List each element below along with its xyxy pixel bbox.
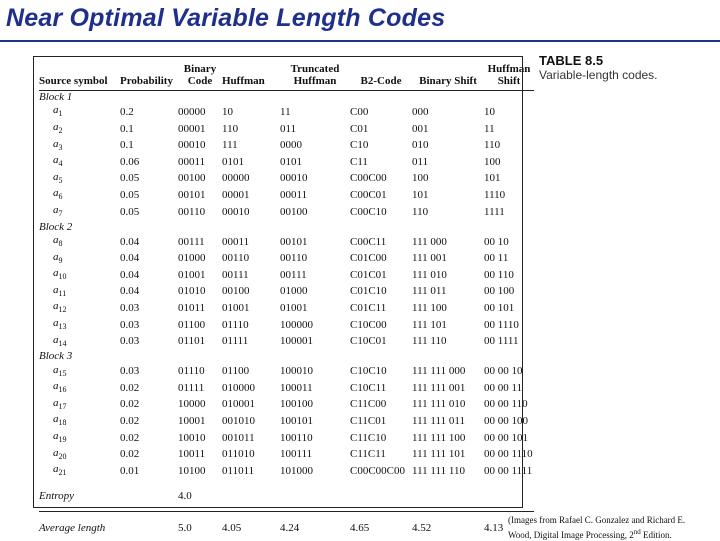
cell-huffman-shift: 00 00 11 <box>484 381 523 394</box>
cell-b2-code: C01 <box>350 122 369 135</box>
cell-truncated-huffman: 00011 <box>280 188 308 201</box>
cell-binary-shift: 111 111 001 <box>412 381 466 394</box>
average-length-value: 5.0 <box>178 522 192 535</box>
col-huffman-shift: Huffman Shift <box>484 62 534 91</box>
symbol-letter: a <box>53 316 59 329</box>
cell-truncated-huffman: 011 <box>280 122 297 135</box>
table-row <box>39 138 534 155</box>
cell-huffman-shift: 00 110 <box>484 268 514 281</box>
symbol-letter: a <box>53 363 59 376</box>
cell-huffman: 010001 <box>222 398 255 411</box>
cell-b2-code: C11C11 <box>350 448 386 461</box>
cell-binary-shift: 111 000 <box>412 235 447 248</box>
symbol-index: 14 <box>58 338 67 348</box>
cell-probability: 0.1 <box>120 139 134 152</box>
credit-line-2-suffix: Edition. <box>640 530 672 540</box>
cell-huffman-shift: 00 00 110 <box>484 398 528 411</box>
cell-binary-code: 10011 <box>178 448 206 461</box>
cell-symbol <box>39 251 108 268</box>
cell-probability: 0.03 <box>120 301 140 314</box>
cell-binary-shift: 001 <box>412 122 429 135</box>
cell-binary-shift: 111 111 010 <box>412 398 466 411</box>
table-caption-text: Variable-length codes. <box>539 68 658 82</box>
symbol-letter: a <box>53 137 59 150</box>
cell-probability: 0.02 <box>120 381 140 394</box>
cell-huffman: 01001 <box>222 301 250 314</box>
cell-truncated-huffman: 00111 <box>280 268 307 281</box>
cell-truncated-huffman: 100111 <box>280 448 313 461</box>
cell-binary-code: 01110 <box>178 365 205 378</box>
cell-probability: 0.04 <box>120 235 140 248</box>
cell-binary-code: 01011 <box>178 301 206 314</box>
cell-b2-code: C00C00C00 <box>350 464 406 477</box>
col-binary-code: Binary Code <box>178 62 222 91</box>
symbol-index: 7 <box>58 209 63 219</box>
cell-huffman: 00100 <box>222 285 250 298</box>
cell-symbol <box>39 430 108 447</box>
cell-symbol <box>39 138 108 155</box>
col-b2-code: B2-Code <box>350 62 412 91</box>
cell-symbol <box>39 204 108 221</box>
symbol-letter: a <box>53 446 59 459</box>
cell-truncated-huffman: 100010 <box>280 365 313 378</box>
entropy-value: 4.0 <box>178 480 222 512</box>
cell-truncated-huffman: 01000 <box>280 285 308 298</box>
cell-binary-shift: 111 111 011 <box>412 414 465 427</box>
cell-truncated-huffman: 100110 <box>280 431 313 444</box>
symbol-letter: a <box>53 429 59 442</box>
table-row <box>39 413 534 430</box>
cell-b2-code: C10 <box>350 139 369 152</box>
symbol-letter: a <box>53 333 59 346</box>
cell-binary-code: 10001 <box>178 414 206 427</box>
cell-huffman: 01100 <box>222 365 250 378</box>
table-caption <box>539 54 659 82</box>
block-label: Block 1 <box>39 91 73 103</box>
cell-b2-code: C10C01 <box>350 335 387 348</box>
cell-huffman-shift: 1110 <box>484 188 506 201</box>
cell-probability: 0.2 <box>120 106 134 118</box>
cell-symbol <box>39 380 108 397</box>
cell-huffman-shift: 00 11 <box>484 252 509 265</box>
symbol-index: 4 <box>58 159 63 169</box>
symbol-letter: a <box>53 283 59 296</box>
cell-binary-code: 00110 <box>178 205 206 218</box>
symbol-letter: a <box>53 413 59 426</box>
block-label-row <box>39 350 534 363</box>
cell-symbol <box>39 104 108 121</box>
cell-symbol <box>39 317 108 334</box>
cell-truncated-huffman: 0000 <box>280 139 302 152</box>
credit-line-2-prefix: Wood, Digital Image Processing, 2 <box>508 530 634 540</box>
cell-huffman: 00011 <box>222 235 250 248</box>
cell-huffman-shift: 00 10 <box>484 235 509 248</box>
cell-binary-code: 00111 <box>178 235 205 248</box>
cell-binary-shift: 110 <box>412 205 429 218</box>
block-label: Block 3 <box>39 350 73 363</box>
entropy-row <box>39 480 534 512</box>
cell-huffman-shift: 10 <box>484 106 495 118</box>
cell-huffman: 001010 <box>222 414 255 427</box>
entropy-label: Entropy <box>39 480 178 512</box>
symbol-index: 10 <box>58 272 67 282</box>
cell-b2-code: C11C01 <box>350 414 387 427</box>
symbol-index: 6 <box>58 192 63 202</box>
cell-huffman-shift: 00 100 <box>484 285 515 298</box>
block-label: Block 2 <box>39 220 73 233</box>
symbol-index: 5 <box>58 175 63 185</box>
cell-huffman-shift: 00 00 1111 <box>484 464 533 477</box>
cell-symbol <box>39 267 108 284</box>
symbol-letter: a <box>53 267 59 280</box>
cell-b2-code: C11 <box>350 155 368 168</box>
cell-truncated-huffman: 101000 <box>280 464 313 477</box>
cell-binary-shift: 111 001 <box>412 252 447 265</box>
cell-binary-code: 01100 <box>178 318 206 331</box>
col-huffman: Huffman <box>222 62 280 91</box>
table-row <box>39 267 534 284</box>
cell-probability: 0.05 <box>120 172 140 185</box>
cell-huffman: 01111 <box>222 335 249 348</box>
cell-truncated-huffman: 11 <box>280 106 291 118</box>
cell-truncated-huffman: 00100 <box>280 205 308 218</box>
col-binary-shift: Binary Shift <box>412 62 484 91</box>
symbol-letter: a <box>53 121 59 133</box>
symbol-index: 12 <box>58 305 67 315</box>
table-number: TABLE 8.5 <box>539 53 604 68</box>
cell-huffman: 111 <box>222 139 238 152</box>
cell-huffman: 00001 <box>222 188 250 201</box>
cell-huffman: 110 <box>222 122 239 135</box>
symbol-letter: a <box>53 396 59 409</box>
cell-b2-code: C00C11 <box>350 235 387 248</box>
cell-huffman-shift: 00 00 1110 <box>484 448 533 461</box>
cell-probability: 0.04 <box>120 285 140 298</box>
symbol-letter: a <box>53 187 59 200</box>
symbol-letter: a <box>53 170 59 183</box>
symbol-letter: a <box>53 300 59 313</box>
cell-binary-code: 01010 <box>178 285 206 298</box>
cell-binary-code: 01111 <box>178 381 205 394</box>
cell-probability: 0.04 <box>120 252 140 265</box>
symbol-index: 11 <box>58 288 67 298</box>
cell-b2-code: C00C01 <box>350 188 387 201</box>
cell-huffman: 010000 <box>222 381 255 394</box>
credit-line-2 <box>508 526 720 541</box>
average-length-value: 4.05 <box>222 522 242 535</box>
cell-huffman: 00110 <box>222 252 250 265</box>
cell-huffman: 01110 <box>222 318 249 331</box>
cell-binary-shift: 111 010 <box>412 268 447 281</box>
cell-binary-shift: 111 100 <box>412 301 447 314</box>
cell-symbol <box>39 463 108 480</box>
cell-symbol <box>39 364 108 381</box>
table-row <box>39 300 534 317</box>
symbol-index: 21 <box>58 468 67 478</box>
cell-probability: 0.04 <box>120 268 140 281</box>
cell-b2-code: C11C00 <box>350 398 387 411</box>
cell-huffman-shift: 100 <box>484 155 501 168</box>
cell-huffman-shift: 101 <box>484 172 501 185</box>
average-length-value: 4.65 <box>350 522 370 535</box>
symbol-index: 19 <box>58 435 67 445</box>
cell-binary-shift: 111 111 100 <box>412 431 466 444</box>
table-header-row <box>39 62 534 91</box>
cell-truncated-huffman: 0101 <box>280 155 302 168</box>
symbol-letter: a <box>53 154 59 167</box>
table-row <box>39 380 534 397</box>
cell-binary-shift: 111 111 110 <box>412 464 465 477</box>
cell-binary-code: 01000 <box>178 252 206 265</box>
cell-huffman-shift: 00 00 10 <box>484 365 523 378</box>
symbol-index: 2 <box>58 126 63 136</box>
average-length-row <box>39 512 534 536</box>
cell-probability: 0.02 <box>120 398 140 411</box>
table-row <box>39 463 534 480</box>
cell-b2-code: C10C11 <box>350 381 387 394</box>
cell-binary-shift: 101 <box>412 188 429 201</box>
cell-binary-shift: 010 <box>412 139 429 152</box>
average-length-value: 4.24 <box>280 522 300 535</box>
cell-b2-code: C00C00 <box>350 172 387 185</box>
symbol-index: 17 <box>58 401 67 411</box>
cell-symbol <box>39 154 108 171</box>
cell-probability: 0.05 <box>120 188 140 201</box>
cell-probability: 0.02 <box>120 448 140 461</box>
symbol-index: 13 <box>58 322 67 332</box>
cell-symbol <box>39 121 108 138</box>
cell-huffman-shift: 00 00 100 <box>484 414 528 427</box>
symbol-index: 18 <box>58 418 67 428</box>
cell-binary-code: 00011 <box>178 155 206 168</box>
cell-symbol <box>39 300 108 317</box>
symbol-index: 9 <box>58 255 63 265</box>
cell-probability: 0.01 <box>120 464 140 477</box>
symbol-index: 1 <box>58 109 63 119</box>
cell-probability: 0.02 <box>120 431 140 444</box>
table-row <box>39 154 534 171</box>
cell-truncated-huffman: 100000 <box>280 318 313 331</box>
cell-huffman: 011011 <box>222 464 255 477</box>
cell-symbol <box>39 447 108 464</box>
cell-binary-shift: 100 <box>412 172 429 185</box>
cell-huffman: 011010 <box>222 448 255 461</box>
table-row <box>39 234 534 251</box>
cell-truncated-huffman: 100100 <box>280 398 313 411</box>
table-row <box>39 187 534 204</box>
cell-binary-code: 00001 <box>178 122 206 135</box>
cell-binary-code: 00101 <box>178 188 206 201</box>
symbol-letter: a <box>53 203 59 216</box>
credit-line-2-superscript: nd <box>633 528 641 536</box>
variable-length-codes-table <box>39 62 534 536</box>
title-underline <box>0 40 720 42</box>
table-row <box>39 204 534 221</box>
cell-probability: 0.02 <box>120 414 140 427</box>
symbol-index: 15 <box>58 368 67 378</box>
cell-symbol <box>39 413 108 430</box>
cell-binary-code: 01001 <box>178 268 206 281</box>
cell-huffman: 00111 <box>222 268 249 281</box>
table-row <box>39 430 534 447</box>
cell-probability: 0.06 <box>120 155 140 168</box>
table-row <box>39 121 534 138</box>
cell-binary-code: 10100 <box>178 464 206 477</box>
table-row <box>39 284 534 301</box>
cell-binary-shift: 111 011 <box>412 285 447 298</box>
cell-binary-shift: 000 <box>412 106 429 118</box>
cell-binary-code: 10000 <box>178 398 206 411</box>
cell-huffman-shift: 1111 <box>484 205 505 218</box>
entropy-spacer <box>222 480 534 512</box>
cell-probability: 0.05 <box>120 205 140 218</box>
cell-binary-shift: 111 101 <box>412 318 447 331</box>
table-row <box>39 397 534 414</box>
cell-probability: 0.03 <box>120 318 140 331</box>
symbol-index: 16 <box>58 385 67 395</box>
cell-symbol <box>39 284 108 301</box>
cell-huffman: 001011 <box>222 431 255 444</box>
symbol-letter: a <box>53 233 59 246</box>
cell-binary-code: 00100 <box>178 172 206 185</box>
cell-b2-code: C01C01 <box>350 268 387 281</box>
symbol-index: 20 <box>58 451 67 461</box>
symbol-index: 8 <box>58 239 63 249</box>
cell-huffman: 10 <box>222 106 233 118</box>
cell-truncated-huffman: 100011 <box>280 381 313 394</box>
cell-b2-code: C10C00 <box>350 318 387 331</box>
cell-huffman-shift: 00 00 101 <box>484 431 528 444</box>
cell-probability: 0.1 <box>120 122 134 135</box>
cell-binary-shift: 111 111 000 <box>412 365 466 378</box>
symbol-letter: a <box>53 250 59 263</box>
cell-b2-code: C00 <box>350 106 369 118</box>
symbol-letter: a <box>53 463 59 476</box>
cell-truncated-huffman: 01001 <box>280 301 308 314</box>
symbol-index: 3 <box>58 142 63 152</box>
cell-huffman-shift: 110 <box>484 139 501 152</box>
credit-line-1: (Images from Rafael C. Gonzalez and Richard E. <box>508 515 686 525</box>
cell-huffman-shift: 00 101 <box>484 301 515 314</box>
block-label-row <box>39 221 534 234</box>
cell-probability: 0.03 <box>120 365 140 378</box>
cell-truncated-huffman: 100101 <box>280 414 313 427</box>
average-length-value: 4.52 <box>412 522 432 535</box>
table-row <box>39 104 534 121</box>
cell-huffman-shift: 00 1111 <box>484 335 519 348</box>
cell-huffman-shift: 00 1110 <box>484 318 519 331</box>
cell-binary-code: 00000 <box>178 106 206 118</box>
cell-b2-code: C01C11 <box>350 301 387 314</box>
cell-huffman: 00010 <box>222 205 250 218</box>
cell-b2-code: C01C10 <box>350 285 387 298</box>
cell-binary-code: 10010 <box>178 431 206 444</box>
cell-binary-shift: 011 <box>412 155 429 168</box>
table-row <box>39 317 534 334</box>
cell-binary-code: 00010 <box>178 139 206 152</box>
cell-b2-code: C10C10 <box>350 365 387 378</box>
cell-truncated-huffman: 00101 <box>280 235 308 248</box>
slide-title: Near Optimal Variable Length Codes <box>6 4 446 32</box>
cell-binary-shift: 111 111 101 <box>412 448 466 461</box>
table-row <box>39 364 534 381</box>
average-length-label: Average length <box>39 522 106 535</box>
cell-symbol <box>39 171 108 188</box>
symbol-letter: a <box>53 104 59 117</box>
block-label-row <box>39 91 534 105</box>
cell-huffman: 00000 <box>222 172 250 185</box>
table-row <box>39 334 534 351</box>
table-row <box>39 447 534 464</box>
cell-b2-code: C01C00 <box>350 252 387 265</box>
cell-symbol <box>39 334 108 351</box>
cell-truncated-huffman: 100001 <box>280 335 313 348</box>
cell-truncated-huffman: 00110 <box>280 252 308 265</box>
table-row <box>39 251 534 268</box>
cell-b2-code: C00C10 <box>350 205 387 218</box>
cell-truncated-huffman: 00010 <box>280 172 308 185</box>
cell-binary-shift: 111 110 <box>412 335 447 348</box>
table-body <box>39 91 534 536</box>
col-source-symbol: Source symbol <box>39 62 108 91</box>
cell-symbol <box>39 234 108 251</box>
cell-huffman-shift: 11 <box>484 122 495 135</box>
image-credit <box>508 514 720 541</box>
col-truncated-huffman: Truncated Huffman <box>280 62 350 91</box>
average-length-value: 4.13 <box>484 522 504 535</box>
cell-symbol <box>39 187 108 204</box>
cell-probability: 0.03 <box>120 335 140 348</box>
cell-binary-code: 01101 <box>178 335 206 348</box>
col-probability: Probability <box>108 62 178 91</box>
table-row <box>39 171 534 188</box>
cell-b2-code: C11C10 <box>350 431 387 444</box>
cell-symbol <box>39 397 108 414</box>
cell-huffman: 0101 <box>222 155 244 168</box>
symbol-letter: a <box>53 380 59 393</box>
